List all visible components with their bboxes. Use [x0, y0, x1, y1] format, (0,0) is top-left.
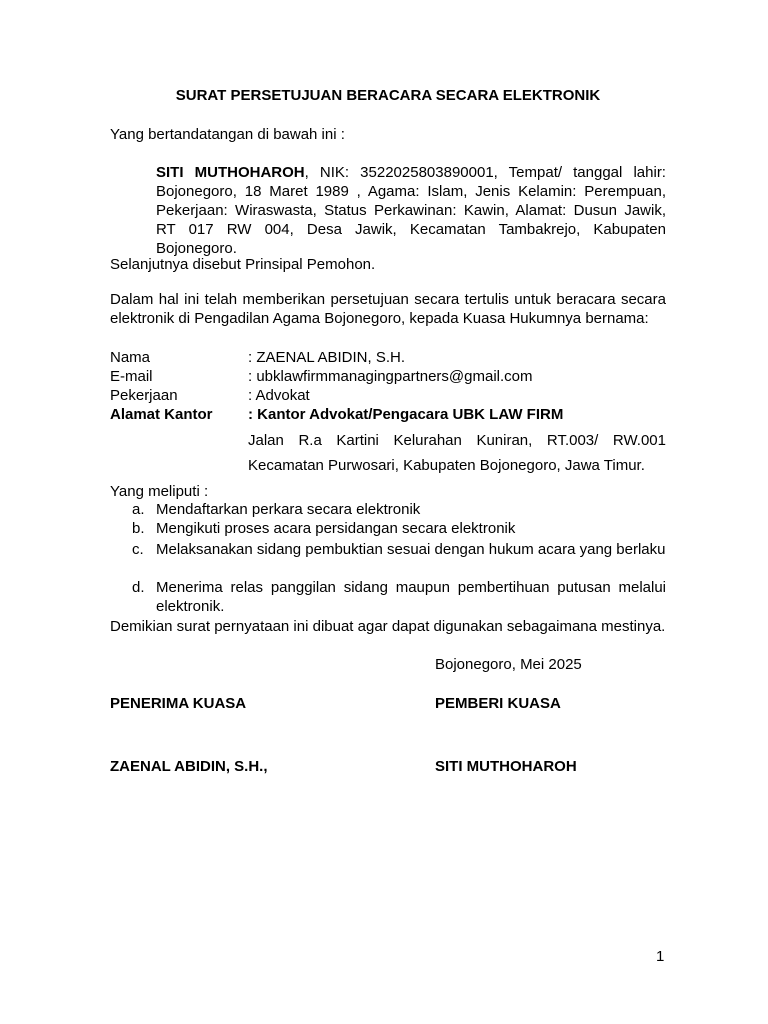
- document-page: [110, 0, 666, 1024]
- consent-paragraph: Dalam hal ini telah memberikan persetujuan secara tertulis untuk beracara secara elektronik di Pengadilan Agama Bojonegoro, kepada Kuasa Hukumnya bernama:: [110, 291, 666, 327]
- list-marker: a.: [132, 501, 145, 518]
- list-text: Mendaftarkan perkara secara elektronik: [156, 501, 421, 518]
- document-title: SURAT PERSETUJUAN BERACARA SECARA ELEKTRONIK: [175, 87, 601, 104]
- closing-paragraph: Demikian surat pernyataan ini dibuat agar dapat digunakan sebagaimana mestinya.: [110, 618, 666, 635]
- attorney-office-value: : Kantor Advokat/Pengacara UBK LAW FIRM: [248, 406, 564, 423]
- intro-text: Yang bertandatangan di bawah ini :: [110, 126, 345, 143]
- attorney-office-line2: Jalan R.a Kartini Kelurahan Kuniran, RT.003/ RW.001: [248, 432, 666, 449]
- principal-details: , NIK: 3522025803890001, Tempat/ tanggal lahir: Bojonegoro, 18 Maret 1989 , Agama: Islam, Jenis Kelamin: Perempuan, Pekerjaan: Wiraswasta, Status Perkawinan: Kawin, Alamat: Dusun Jawik, RT 017 RW 004, Desa Jawik, Kecamatan Tambakrejo, Kabupaten Bojonegoro.: [156, 164, 666, 257]
- receiver-heading: PENERIMA KUASA: [110, 695, 247, 712]
- attorney-name-label: Nama: [110, 349, 151, 366]
- attorney-job-label: Pekerjaan: [110, 387, 178, 404]
- attorney-email-value: : ubklawfirmmanagingpartners@gmail.com: [248, 368, 533, 385]
- attorney-name-value: : ZAENAL ABIDIN, S.H.: [248, 349, 405, 366]
- list-text: Menerima relas panggilan sidang maupun pembertihuan putusan melalui elektronik.: [156, 579, 666, 615]
- giver-heading: PEMBERI KUASA: [435, 695, 561, 712]
- list-text: Melaksanakan sidang pembuktian sesuai dengan hukum acara yang berlaku: [156, 541, 666, 558]
- attorney-email-label: E-mail: [110, 368, 153, 385]
- receiver-name: ZAENAL ABIDIN, S.H.,: [110, 758, 268, 775]
- list-marker: b.: [132, 520, 145, 537]
- scope-intro: Yang meliputi :: [110, 483, 209, 500]
- page-number: 1: [656, 948, 665, 965]
- attorney-office-label: Alamat Kantor: [110, 406, 213, 423]
- list-text: Mengikuti proses acara persidangan secara elektronik: [156, 520, 516, 537]
- referred-text: Selanjutnya disebut Prinsipal Pemohon.: [110, 256, 376, 273]
- giver-name: SITI MUTHOHAROH: [435, 758, 577, 775]
- attorney-office-line3: Kecamatan Purwosari, Kabupaten Bojonegoro, Jawa Timur.: [248, 457, 645, 474]
- list-marker: d.: [132, 579, 145, 596]
- principal-name: SITI MUTHOHAROH: [156, 164, 305, 181]
- principal-paragraph: [156, 163, 666, 258]
- attorney-job-value: : Advokat: [248, 387, 310, 404]
- place-date: Bojonegoro, Mei 2025: [435, 656, 582, 673]
- list-marker: c.: [132, 541, 144, 558]
